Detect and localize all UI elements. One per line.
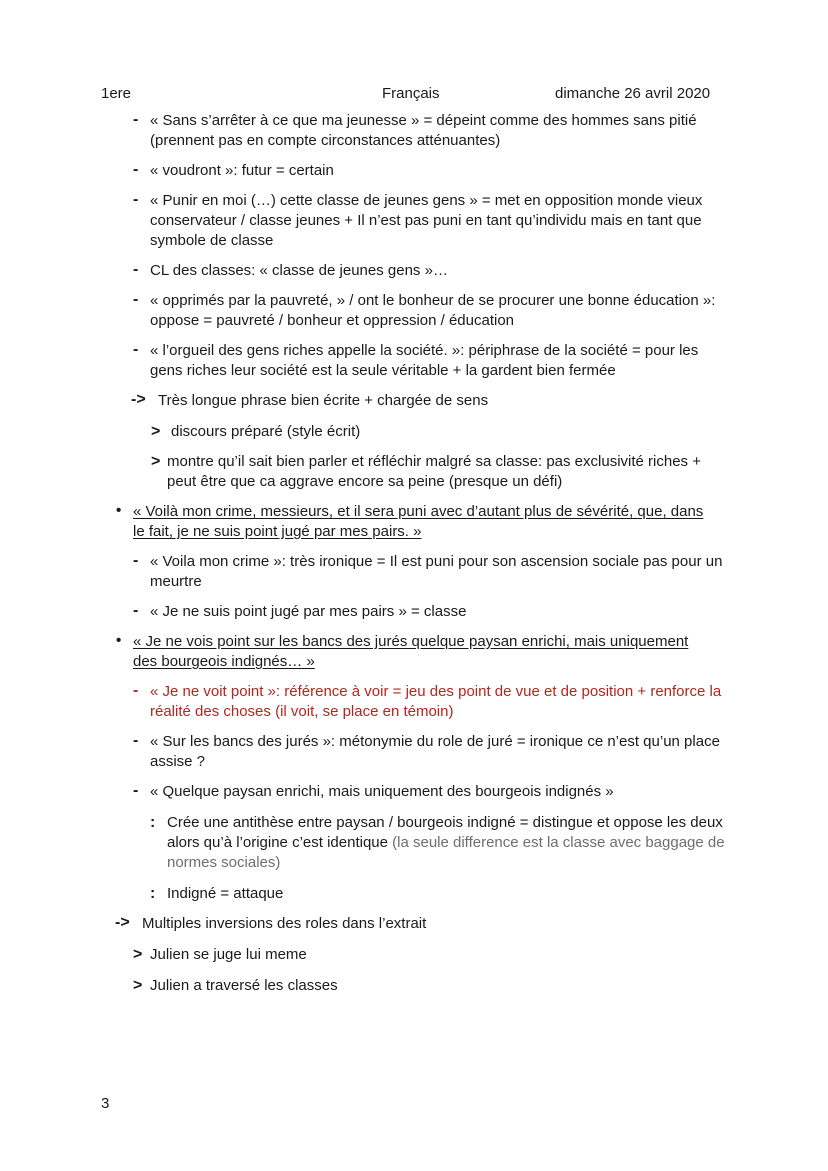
arrow-bullet: ->	[115, 914, 130, 931]
colon-bullet: :	[150, 814, 156, 831]
note-text: « Punir en moi (…) cette classe de jeunes gens » = met en opposition monde vieux conservateur / classe jeunes + Il n’est pas puni en tant qu’individu mais en tant que symbole de classe	[150, 192, 703, 249]
quote-item	[116, 502, 713, 542]
note-item	[133, 191, 730, 251]
notes-body	[0, 111, 828, 996]
note-text-main: Crée une antithèse entre paysan / bourgeois indigné = distingue et oppose les deux alors qu’à l’origine c’est identique	[167, 814, 723, 851]
note-item	[133, 341, 730, 381]
arrow-bullet: ->	[131, 391, 146, 408]
dash-bullet: -	[133, 111, 139, 128]
note-text: « l’orgueil des gens riches appelle la société. »: périphrase de la société = pour les gens riches leur société est la seule véritable + la gardent bien fermée	[150, 342, 699, 379]
note-item	[133, 945, 710, 965]
gt-bullet: >	[151, 453, 161, 470]
header-class: 1ere	[101, 85, 132, 102]
note-text: « Sans s’arrêter à ce que ma jeunesse » = dépeint comme des hommes sans pitié (prennent pas en compte circonstances atténuantes)	[150, 112, 697, 149]
note-item	[150, 813, 732, 873]
note-item-highlighted	[133, 682, 730, 722]
note-text	[167, 813, 732, 873]
header-date: dimanche 26 avril 2020	[555, 85, 711, 102]
note-text: CL des classes: « classe de jeunes gens »…	[150, 262, 448, 279]
dash-bullet: -	[133, 552, 139, 569]
note-item	[133, 976, 710, 996]
note-text: « opprimés par la pauvreté, » / ont le bonheur de se procurer une bonne éducation »: oppose = pauvreté / bonheur et oppression / éducation	[150, 292, 716, 329]
dot-bullet: •	[116, 502, 122, 519]
note-item	[115, 914, 702, 934]
note-item	[151, 452, 727, 492]
gt-bullet: >	[133, 946, 143, 963]
note-text: Julien se juge lui meme	[150, 946, 307, 963]
note-item	[133, 782, 730, 802]
dash-bullet: -	[133, 782, 139, 799]
dash-bullet: -	[133, 602, 139, 619]
note-item	[133, 261, 730, 281]
note-text: « Voila mon crime »: très ironique = Il est puni pour son ascension sociale pas pour un meurtre	[150, 553, 723, 590]
note-text: « Je ne suis point jugé par mes pairs » = classe	[150, 603, 467, 620]
dash-bullet: -	[133, 682, 139, 699]
quote-text: « Voilà mon crime, messieurs, et il sera puni avec d’autant plus de sévérité, que, dans le fait, je ne suis point jugé par mes pairs. »	[133, 503, 704, 540]
note-item	[150, 884, 732, 904]
note-item	[133, 602, 730, 622]
note-item	[133, 111, 730, 151]
colon-bullet: :	[150, 885, 156, 902]
note-text: discours préparé (style écrit)	[171, 423, 361, 440]
note-item	[133, 291, 730, 331]
note-text: Multiples inversions des roles dans l’extrait	[142, 915, 427, 932]
dash-bullet: -	[133, 161, 139, 178]
note-text: « Quelque paysan enrichi, mais uniquement des bourgeois indignés »	[150, 783, 614, 800]
note-text: Indigné = attaque	[167, 885, 284, 902]
note-text: Très longue phrase bien écrite + chargée de sens	[158, 392, 489, 409]
dot-bullet: •	[116, 632, 122, 649]
dash-bullet: -	[133, 341, 139, 358]
note-text: « Sur les bancs des jurés »: métonymie du role de juré = ironique ce n’est qu’un place assise ?	[150, 733, 720, 770]
gt-bullet: >	[133, 977, 143, 994]
note-item	[133, 732, 730, 772]
note-item	[151, 422, 731, 442]
dash-bullet: -	[133, 291, 139, 308]
note-item	[131, 391, 718, 411]
note-text: « Je ne voit point »: référence à voir = jeu des point de vue et de position + renforce la réalité des choses (il voit, se place en témoin)	[150, 683, 722, 720]
header-subject: Français	[382, 85, 440, 102]
note-item	[133, 552, 730, 592]
note-item	[133, 161, 730, 181]
quote-text: « Je ne vois point sur les bancs des jurés quelque paysan enrichi, mais uniquement des bourgeois indignés… »	[133, 633, 689, 670]
dash-bullet: -	[133, 191, 139, 208]
page-number: 3	[101, 1095, 110, 1112]
note-text: montre qu’il sait bien parler et réfléchir malgré sa classe: pas exclusivité riches + peut être que ca aggrave encore sa peine (presque un défi)	[167, 453, 701, 490]
note-text: « voudront »: futur = certain	[150, 162, 334, 179]
note-text-aside: (la seule difference est la classe avec baggage de normes sociales)	[167, 834, 725, 871]
quote-item	[116, 632, 713, 672]
gt-bullet: >	[151, 423, 161, 440]
note-text: Julien a traversé les classes	[150, 977, 338, 994]
dash-bullet: -	[133, 261, 139, 278]
dash-bullet: -	[133, 732, 139, 749]
